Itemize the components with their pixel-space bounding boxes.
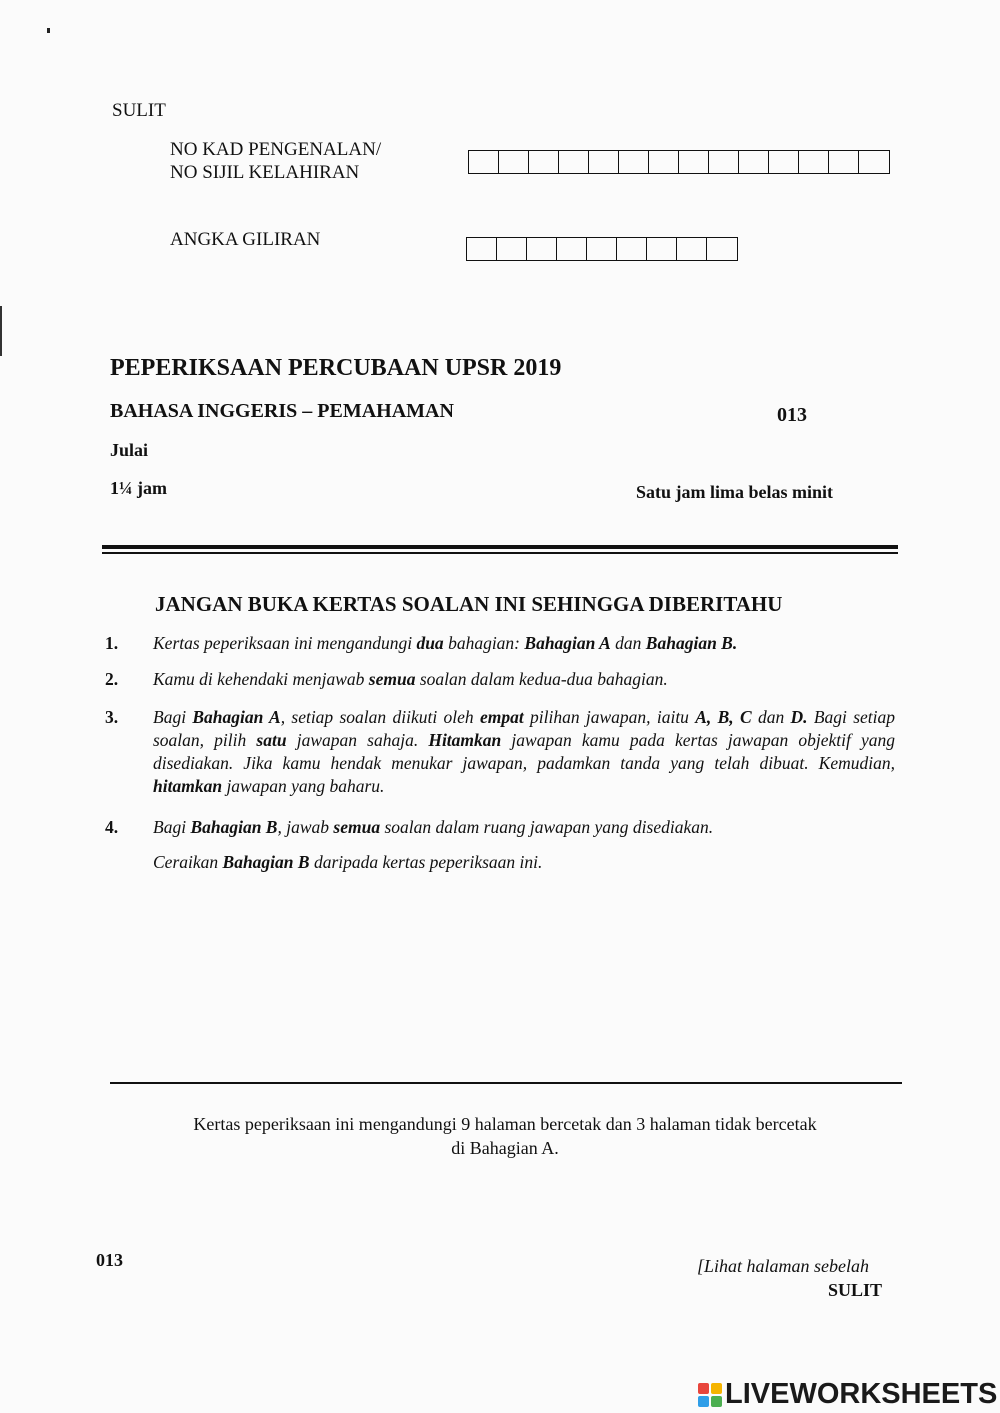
scan-edge-mark: [0, 306, 2, 356]
watermark-text: LIVEWORKSHEETS: [725, 1378, 998, 1410]
ic-digit-box[interactable]: [859, 151, 889, 173]
divider-bottom: [110, 1082, 902, 1084]
footer-paper-code: 013: [96, 1250, 123, 1270]
classification-top: SULIT: [112, 100, 166, 121]
candidate-number-label: ANGKA GILIRAN: [170, 229, 321, 250]
candidate-digit-box[interactable]: [647, 238, 677, 260]
ic-digit-box[interactable]: [469, 151, 499, 173]
exam-title: PEPERIKSAAN PERCUBAAN UPSR 2019: [110, 355, 562, 381]
divider-thick: [102, 545, 898, 549]
turn-page-note: [Lihat halaman sebelah: [697, 1256, 870, 1276]
ic-digit-box[interactable]: [739, 151, 769, 173]
ic-number-boxes[interactable]: [468, 150, 890, 174]
ic-digit-box[interactable]: [529, 151, 559, 173]
ic-digit-box[interactable]: [499, 151, 529, 173]
exam-month: Julai: [110, 440, 149, 460]
candidate-digit-box[interactable]: [467, 238, 497, 260]
ic-digit-box[interactable]: [589, 151, 619, 173]
ic-digit-box[interactable]: [829, 151, 859, 173]
page-count-note: Kertas peperiksaan ini mengandungi 9 halaman bercetak dan 3 halaman tidak bercetak di Bahagian A.: [193, 1114, 817, 1158]
liveworksheets-watermark[interactable]: [698, 1378, 997, 1411]
exam-duration: 1¼ jam: [110, 478, 167, 498]
ic-digit-box[interactable]: [649, 151, 679, 173]
ic-digit-box[interactable]: [709, 151, 739, 173]
exam-subject: BAHASA INGGERIS – PEMAHAMAN: [110, 400, 454, 422]
instruction-item: 4. Bagi Bahagian B, jawab semua soalan dalam ruang jawapan yang disediakan.: [105, 817, 714, 837]
candidate-number-boxes[interactable]: [466, 237, 738, 261]
scan-speck: [47, 28, 50, 33]
candidate-digit-box[interactable]: [527, 238, 557, 260]
ic-digit-box[interactable]: [799, 151, 829, 173]
exam-duration-words: Satu jam lima belas minit: [636, 482, 834, 502]
instruction-item: 2. Kamu di kehendaki menjawab semua soalan dalam kedua-dua bahagian.: [105, 669, 668, 689]
candidate-digit-box[interactable]: [557, 238, 587, 260]
candidate-digit-box[interactable]: [497, 238, 527, 260]
instruction-item: 3. Bagi Bahagian A, setiap soalan diikuti oleh empat pilihan jawapan, iaitu A, B, C dan D. Bagi setiap soalan, pilih satu jawapan sahaja. Hitamkan jawapan kamu pada kertas jawapan objektif yang disediakan. Jika kamu hendak menukar jawapan, padamkan tanda yang telah dibuat. Kemudian, hitamkan jawapan yang baharu.: [105, 707, 895, 796]
candidate-digit-box[interactable]: [707, 238, 737, 260]
candidate-digit-box[interactable]: [587, 238, 617, 260]
instruction-item-continued: Ceraikan Bahagian B daripada kertas peperiksaan ini.: [153, 852, 543, 872]
instruction-item: 1. Kertas peperiksaan ini mengandungi dua bahagian: Bahagian A dan Bahagian B.: [105, 633, 738, 653]
ic-digit-box[interactable]: [679, 151, 709, 173]
warning-heading: JANGAN BUKA KERTAS SOALAN INI SEHINGGA DIBERITAHU: [155, 592, 783, 616]
liveworksheets-logo-icon: [698, 1383, 722, 1407]
candidate-digit-box[interactable]: [617, 238, 647, 260]
ic-digit-box[interactable]: [769, 151, 799, 173]
classification-bottom: SULIT: [828, 1280, 883, 1300]
candidate-digit-box[interactable]: [677, 238, 707, 260]
ic-digit-box[interactable]: [559, 151, 589, 173]
ic-number-label: NO KAD PENGENALAN/ NO SIJIL KELAHIRAN: [170, 139, 382, 183]
paper-code: 013: [777, 404, 807, 426]
divider-thin: [102, 552, 898, 554]
ic-digit-box[interactable]: [619, 151, 649, 173]
